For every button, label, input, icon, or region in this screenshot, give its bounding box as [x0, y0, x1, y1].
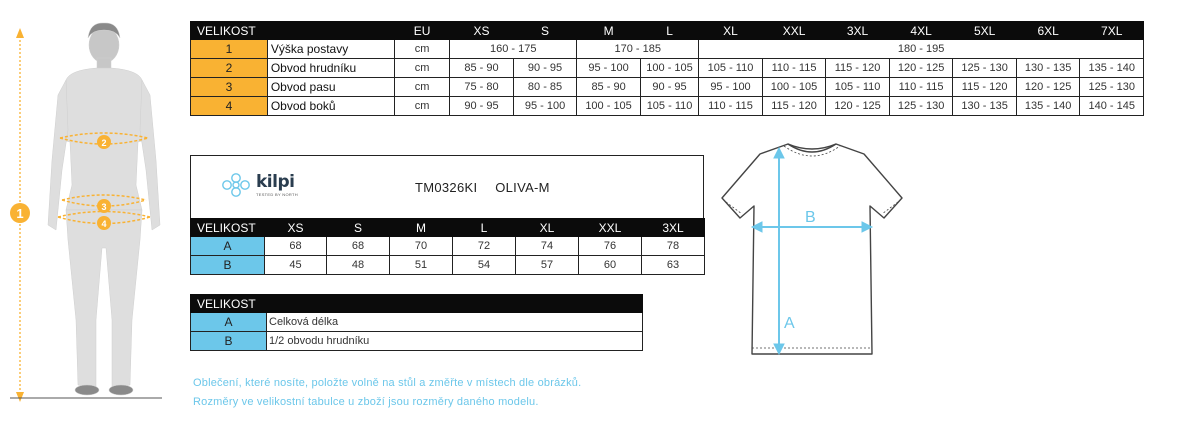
row-letter: B [191, 332, 267, 351]
value-cell: 80 - 85 [513, 78, 577, 97]
marker-1 [10, 203, 30, 223]
value-cell: 105 - 110 [640, 97, 698, 116]
value-cell: 68 [327, 237, 390, 256]
table-row [191, 332, 643, 351]
header-cell: M [577, 22, 641, 40]
row-letter: A [191, 237, 265, 256]
value-cell: 78 [642, 237, 705, 256]
header-cell: 3XL [826, 22, 890, 40]
value-cell: 74 [516, 237, 579, 256]
unit-cell: cm [394, 97, 449, 116]
header-cell: 3XL [642, 219, 705, 237]
value-cell: 85 - 90 [450, 59, 514, 78]
svg-text:2: 2 [101, 138, 107, 148]
value-cell: 125 - 130 [889, 97, 953, 116]
header-cell: 4XL [889, 22, 953, 40]
knot-icon [218, 170, 254, 200]
value-cell: 120 - 125 [1016, 78, 1080, 97]
table-row [191, 59, 1144, 78]
value-cell: 100 - 105 [577, 97, 641, 116]
value-cell: 57 [516, 256, 579, 275]
table-row [191, 313, 643, 332]
header-cell: M [390, 219, 453, 237]
value-cell: 95 - 100 [699, 78, 763, 97]
value-cell: 110 - 115 [889, 78, 953, 97]
table-row [191, 97, 1144, 116]
value-cell: 54 [453, 256, 516, 275]
unit-cell: cm [394, 78, 449, 97]
svg-text:4: 4 [101, 219, 107, 229]
header-cell: XS [450, 22, 514, 40]
header-cell: XS [265, 219, 327, 237]
product-model: TM0326KI [415, 180, 478, 195]
height-range-cell: 160 - 175 [450, 40, 577, 59]
value-cell: 51 [390, 256, 453, 275]
legend-table [190, 294, 643, 351]
header-cell: VELIKOST [191, 22, 395, 40]
product-variant: OLIVA-M [495, 180, 550, 195]
size-table [190, 21, 1144, 116]
header-cell: XXL [579, 219, 642, 237]
header-cell: 7XL [1080, 22, 1144, 40]
height-range-cell: 180 - 195 [699, 40, 1144, 59]
row-number: 3 [191, 78, 268, 97]
value-cell: 95 - 100 [513, 97, 577, 116]
value-cell: 110 - 115 [699, 97, 763, 116]
table-row [191, 237, 705, 256]
instruction-text: Oblečení, které nosíte, položte volně na stůl a změřte v místech dle obrázků. [193, 377, 582, 389]
value-cell: 48 [327, 256, 390, 275]
value-cell: 68 [265, 237, 327, 256]
value-cell: 135 - 140 [1016, 97, 1080, 116]
value-cell: 60 [579, 256, 642, 275]
row-label: Obvod boků [267, 97, 394, 116]
marker-4 [97, 216, 111, 230]
row-letter: B [191, 256, 265, 275]
row-number: 2 [191, 59, 268, 78]
value-cell: 45 [265, 256, 327, 275]
legend-description: 1/2 obvodu hrudníku [267, 332, 643, 351]
value-cell: 76 [579, 237, 642, 256]
value-cell: 100 - 105 [640, 59, 698, 78]
value-cell: 105 - 110 [826, 78, 890, 97]
size-table-header [191, 22, 1144, 40]
value-cell: 130 - 135 [953, 97, 1017, 116]
value-cell: 130 - 135 [1016, 59, 1080, 78]
row-letter: A [191, 313, 267, 332]
value-cell: 125 - 130 [953, 59, 1017, 78]
product-code [415, 180, 550, 195]
header-cell: XL [699, 22, 763, 40]
brand-tagline: TESTED BY NORTH [256, 192, 298, 197]
header-cell: EU [394, 22, 449, 40]
brand-name: kilpi [256, 172, 295, 192]
value-cell: 110 - 115 [762, 59, 826, 78]
marker-3 [97, 199, 111, 213]
row-label: Výška postavy [267, 40, 394, 59]
svg-text:3: 3 [101, 202, 107, 212]
tshirt-diagram [712, 140, 912, 360]
table-row [191, 40, 1144, 59]
value-cell: 70 [390, 237, 453, 256]
header-cell: XL [516, 219, 579, 237]
value-cell: 90 - 95 [450, 97, 514, 116]
instruction-text: Rozměry ve velikostní tabulce u zboží jsou rozměry daného modelu. [193, 396, 539, 408]
table-row [191, 78, 1144, 97]
value-cell: 85 - 90 [577, 78, 641, 97]
value-cell: 120 - 125 [889, 59, 953, 78]
value-cell: 135 - 140 [1080, 59, 1144, 78]
label-b: B [805, 209, 816, 226]
unit-cell: cm [394, 59, 449, 78]
value-cell: 115 - 120 [826, 59, 890, 78]
height-range-cell: 170 - 185 [577, 40, 699, 59]
product-size-table [190, 218, 705, 275]
header-cell: S [327, 219, 390, 237]
value-cell: 115 - 120 [953, 78, 1017, 97]
value-cell: 105 - 110 [699, 59, 763, 78]
header-cell: VELIKOST [191, 295, 643, 313]
value-cell: 90 - 95 [513, 59, 577, 78]
table-row [191, 256, 705, 275]
legend-description: Celková délka [267, 313, 643, 332]
header-cell: XXL [762, 22, 826, 40]
value-cell: 125 - 130 [1080, 78, 1144, 97]
brand-logo [218, 170, 298, 200]
header-cell: S [513, 22, 577, 40]
value-cell: 72 [453, 237, 516, 256]
header-cell: L [640, 22, 698, 40]
value-cell: 75 - 80 [450, 78, 514, 97]
svg-text:1: 1 [16, 206, 24, 221]
row-label: Obvod hrudníku [267, 59, 394, 78]
value-cell: 95 - 100 [577, 59, 641, 78]
value-cell: 100 - 105 [762, 78, 826, 97]
row-number: 1 [191, 40, 268, 59]
value-cell: 140 - 145 [1080, 97, 1144, 116]
header-cell: VELIKOST [191, 219, 265, 237]
legend-table-header [191, 295, 643, 313]
row-label: Obvod pasu [267, 78, 394, 97]
label-a: A [784, 315, 795, 332]
header-cell: 5XL [953, 22, 1017, 40]
value-cell: 63 [642, 256, 705, 275]
value-cell: 115 - 120 [762, 97, 826, 116]
marker-2 [97, 135, 111, 149]
unit-cell: cm [394, 40, 449, 59]
row-number: 4 [191, 97, 268, 116]
header-cell: 6XL [1016, 22, 1080, 40]
header-cell: L [453, 219, 516, 237]
body-measurement-figure [0, 20, 170, 405]
value-cell: 120 - 125 [826, 97, 890, 116]
value-cell: 90 - 95 [640, 78, 698, 97]
product-table-header [191, 219, 705, 237]
